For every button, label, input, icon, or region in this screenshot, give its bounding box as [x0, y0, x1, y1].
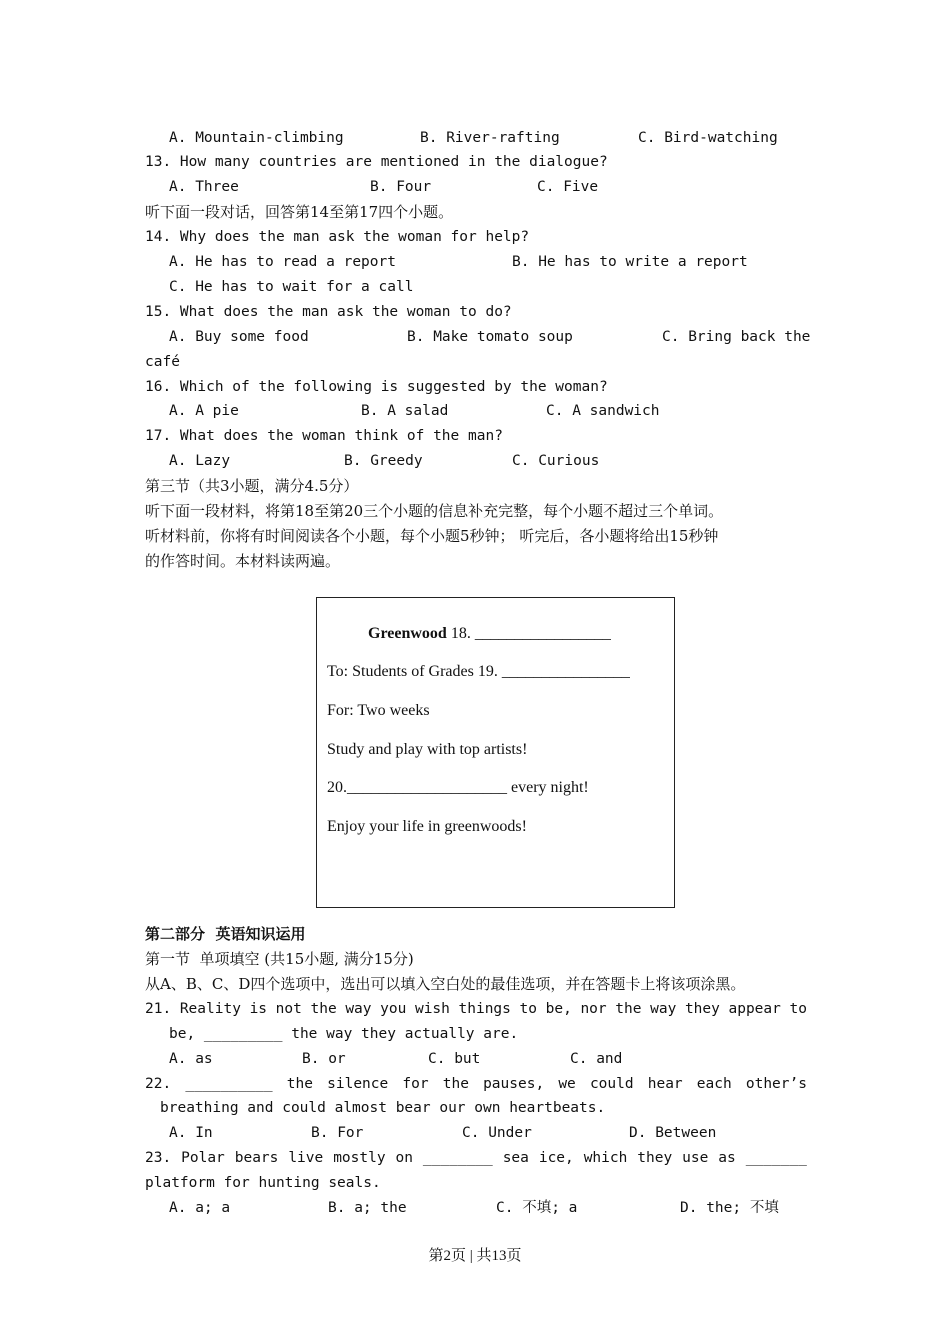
q22-option-d: D. Between	[629, 1125, 717, 1141]
q23-word: _______	[745, 1150, 807, 1166]
q13-option-b: B. Four	[370, 179, 432, 195]
q23-word: mostly	[333, 1150, 386, 1166]
q21-stem-line1	[145, 999, 807, 1019]
q21-word: 21.	[145, 1001, 172, 1017]
q21-word: to	[519, 1001, 537, 1017]
q16-option-c: C. A sandwich	[546, 403, 660, 419]
q22-option-c: C. Under	[462, 1125, 532, 1141]
q22-word: the	[286, 1076, 313, 1092]
q23-word: 23.	[145, 1150, 172, 1166]
q13-stem: 13. How many countries are mentioned in the dialogue?	[145, 154, 608, 170]
q13-option-c: C. Five	[537, 179, 599, 195]
q21-stem-line2: be, _________ the way they actually are.	[169, 1026, 519, 1042]
q22-word: the	[442, 1076, 469, 1092]
q22-word: 22.	[145, 1076, 172, 1092]
q21-word: Reality	[179, 1001, 241, 1017]
part2-instruction: 从A、B、C、D四个选项中，选出可以填入空白处的最佳选项，并在答题卡上将该项涂黑。	[145, 975, 746, 993]
q22-word: each	[696, 1076, 732, 1092]
instruction-14-17: 听下面一段对话，回答第14至第17四个小题。	[145, 203, 454, 221]
section3-instruction-3: 的作答时间。本材料读两遍。	[145, 552, 341, 570]
q22-option-a: A. In	[169, 1125, 213, 1141]
q17-stem: 17. What does the woman think of the man?	[145, 428, 503, 444]
q21-word: they	[684, 1001, 720, 1017]
q23-word: use	[682, 1150, 709, 1166]
q22-word: other’s	[745, 1076, 807, 1092]
q13-option-a: A. Three	[169, 179, 239, 195]
q21-option-b: B. or	[302, 1051, 346, 1067]
section3-title: 第三节（共3小题，满分4.5分）	[145, 477, 359, 495]
notice-box	[316, 597, 675, 908]
q21-word: to	[789, 1001, 807, 1017]
q22-word: could	[589, 1076, 634, 1092]
q14-option-b: B. He has to write a report	[512, 254, 748, 270]
q21-word: things	[458, 1001, 511, 1017]
q15-option-b: B. Make tomato soup	[407, 329, 573, 345]
q23-word: Polar	[181, 1150, 225, 1166]
q23-word: live	[288, 1150, 324, 1166]
q23-word: which	[583, 1150, 628, 1166]
q21-word: the	[310, 1001, 337, 1017]
q16-option-b: B. A salad	[361, 403, 449, 419]
notice-enjoy-line: Enjoy your life in greenwoods!	[327, 818, 527, 835]
q22-option-b: B. For	[311, 1125, 364, 1141]
q14-stem: 14. Why does the man ask the woman for help?	[145, 229, 530, 245]
q21-word: nor	[580, 1001, 607, 1017]
q23-word: ________	[422, 1150, 493, 1166]
q21-option-c: C. but	[428, 1051, 481, 1067]
q23-stem-line2: platform for hunting seals.	[145, 1175, 381, 1191]
q14-option-c: C. He has to wait for a call	[169, 279, 414, 295]
q22-word: for	[402, 1076, 429, 1092]
q17-option-c: C. Curious	[512, 453, 600, 469]
q17-option-b: B. Greedy	[344, 453, 423, 469]
q17-option-a: A. Lazy	[169, 453, 231, 469]
q21-option-a: A. as	[169, 1051, 213, 1067]
q21-word: is	[249, 1001, 268, 1017]
q21-word: be,	[545, 1001, 572, 1017]
q22-stem-line1	[145, 1074, 807, 1094]
q22-word: __________	[185, 1076, 273, 1092]
section3-instruction-1: 听下面一段材料，将第18至第20三个小题的信息补充完整，每个小题不超过三个单词。	[145, 502, 724, 520]
q23-word: ice,	[538, 1150, 574, 1166]
part2-section1-title: 第一节 单项填空 (共15小题, 满分15分)	[145, 950, 414, 968]
q22-word: hear	[647, 1076, 683, 1092]
q22-word: we	[558, 1076, 576, 1092]
q16-option-a: A. A pie	[169, 403, 239, 419]
q23-option-b: B. a; the	[328, 1200, 407, 1216]
notice-to-line: To: Students of Grades 19. ________________	[327, 663, 630, 680]
notice-title-bold: Greenwood	[368, 625, 447, 642]
q12-option-c: C. Bird-watching	[638, 130, 778, 146]
q23-stem-line1	[145, 1148, 807, 1168]
q23-word: as	[718, 1150, 736, 1166]
notice-title	[368, 624, 611, 644]
q15-stem: 15. What does the man ask the woman to do?	[145, 304, 512, 320]
q21-word: not	[275, 1001, 302, 1017]
q12-option-a: A. Mountain-climbing	[169, 130, 344, 146]
q21-word: wish	[414, 1001, 450, 1017]
q21-option-d: C. and	[570, 1051, 623, 1067]
q22-word: silence	[327, 1076, 389, 1092]
q21-word: appear	[728, 1001, 781, 1017]
notice-blank-20-line: 20.____________________ every night!	[327, 779, 589, 796]
q21-word: way	[650, 1001, 677, 1017]
q14-option-a: A. He has to read a report	[169, 254, 396, 270]
q23-word: bears	[234, 1150, 279, 1166]
q15-option-a: A. Buy some food	[169, 329, 309, 345]
q22-word: pauses,	[483, 1076, 545, 1092]
notice-for-line: For: Two weeks	[327, 702, 430, 719]
q23-option-a: A. a; a	[169, 1200, 231, 1216]
page-footer: 第2页 | 共13页	[428, 1248, 522, 1264]
q21-word: way	[345, 1001, 372, 1017]
q23-word: sea	[502, 1150, 529, 1166]
part2-title: 第二部分 英语知识运用	[145, 925, 306, 943]
q23-word: they	[637, 1150, 673, 1166]
section3-instruction-2: 听材料前，你将有时间阅读各个小题，每个小题5秒钟； 听完后，各小题将给出15秒钟	[145, 527, 719, 545]
notice-title-blank: 18. _________________	[446, 625, 611, 642]
q23-option-d: D. the; 不填	[680, 1200, 779, 1216]
q12-option-b: B. River-rafting	[420, 130, 560, 146]
q21-word: you	[380, 1001, 407, 1017]
q16-stem: 16. Which of the following is suggested by the woman?	[145, 379, 608, 395]
q23-word: on	[395, 1150, 413, 1166]
q23-option-c: C. 不填; a	[496, 1200, 578, 1216]
notice-study-line: Study and play with top artists!	[327, 741, 528, 758]
q15-option-c-continued: café	[145, 354, 180, 370]
q21-word: the	[615, 1001, 642, 1017]
q22-stem-line2: breathing and could almost bear our own heartbeats.	[160, 1100, 606, 1116]
q15-option-c: C. Bring back the	[662, 329, 811, 345]
